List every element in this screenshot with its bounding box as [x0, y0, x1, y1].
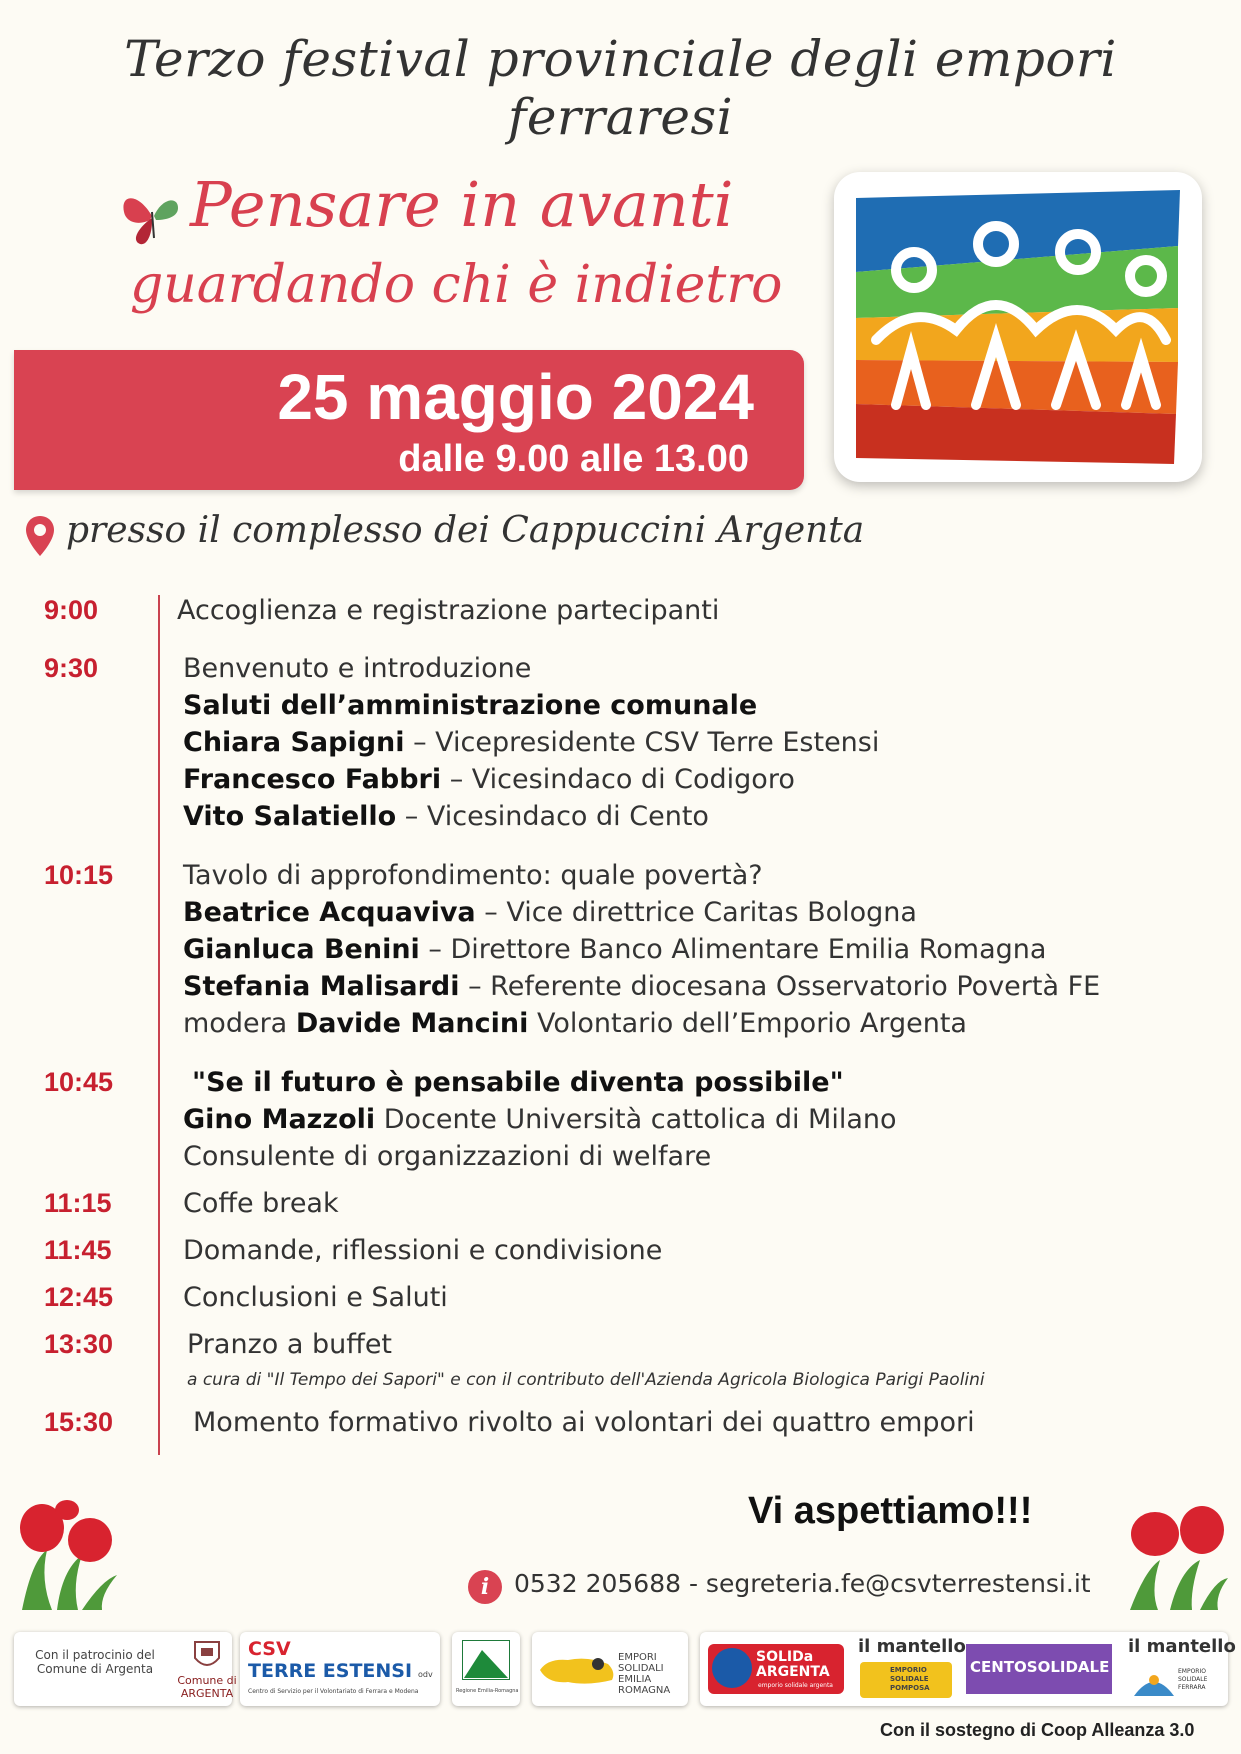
- timeline-divider: [158, 595, 160, 1455]
- mantello-pomposa-logo: [860, 1662, 952, 1698]
- solida-label: SOLIDa ARGENTA: [756, 1649, 830, 1680]
- location-pin-icon: [24, 514, 56, 558]
- schedule-time: 11:15: [44, 1188, 112, 1218]
- sponsor-empori-solidali: [532, 1632, 688, 1706]
- schedule-line: Domande, riflessioni e condivisione: [183, 1235, 663, 1266]
- comune-label: Comune di ARGENTA: [177, 1674, 237, 1700]
- empori-logo: [834, 172, 1202, 482]
- slogan-line-1: Pensare in avanti: [190, 168, 734, 241]
- mantello-pomposa-label: il mantello: [858, 1636, 966, 1657]
- slogan-line-2: guardando chi è indietro: [130, 255, 783, 315]
- cento-solidale-logo: [966, 1644, 1112, 1694]
- schedule-time: 9:00: [44, 595, 99, 625]
- csv-name: CSV: [248, 1638, 291, 1660]
- schedule-time: 15:30: [44, 1407, 114, 1437]
- festival-title: Terzo festival provinciale degli empori ferraresi: [124, 30, 1117, 146]
- sponsor-csv: [240, 1632, 440, 1706]
- date-banner: [14, 350, 804, 490]
- coop-sponsor-text: Con il sostegno di Coop Alleanza 3.0: [880, 1720, 1195, 1740]
- schedule-line: Chiara Sapigni – Vicepresidente CSV Terre Estensi: [183, 727, 880, 758]
- mantello-ferrara-sub: EMPORIO SOLIDALE FERRARA: [1178, 1668, 1208, 1691]
- regione-logo-icon: [462, 1640, 510, 1680]
- sponsor-regione: [452, 1632, 520, 1706]
- schedule-time: 12:45: [44, 1282, 114, 1312]
- schedule-note: a cura di "Il Tempo dei Sapori" e con il contributo dell'Azienda Agricola Biologica Parigi Paolini: [187, 1370, 985, 1390]
- schedule-line: Beatrice Acquaviva – Vice direttrice Caritas Bologna: [183, 897, 917, 928]
- info-icon: i: [468, 1570, 502, 1604]
- csv-sub: TERRE ESTENSI: [248, 1660, 413, 1682]
- schedule-time: 11:45: [44, 1235, 112, 1265]
- mantello-ferrara-icon: [1132, 1668, 1176, 1698]
- schedule-line: Benvenuto e introduzione: [183, 653, 532, 684]
- schedule-line: Francesco Fabbri – Vicesindaco di Codigoro: [183, 764, 795, 795]
- empori-logo-graphic: [856, 190, 1180, 464]
- schedule-line: Consulente di organizzazioni di welfare: [183, 1141, 712, 1172]
- schedule-time: 10:15: [44, 860, 114, 890]
- schedule-line: Momento formativo rivolto ai volontari dei quattro empori: [193, 1407, 975, 1438]
- solida-badge-icon: [712, 1648, 752, 1688]
- solida-logo: [708, 1644, 844, 1694]
- tulip-flowers-icon: [12, 1500, 120, 1610]
- mantello-ferrara-label: il mantello: [1128, 1636, 1236, 1657]
- schedule-line: Coffe break: [183, 1188, 339, 1219]
- sponsor-comune-argenta: [14, 1632, 237, 1706]
- patrocinio-text: Con il patrocinio del Comune di Argenta: [35, 1648, 155, 1676]
- contact-info[interactable]: 0532 205688 - segreteria.fe@csvterrestensi.it: [514, 1569, 1091, 1598]
- schedule-time: 9:30: [44, 653, 99, 683]
- schedule-line: Gino Mazzoli Docente Università cattolica di Milano: [183, 1104, 897, 1135]
- coat-of-arms-icon: [192, 1638, 222, 1674]
- schedule-line: "Se il futuro è pensabile diventa possibile": [192, 1067, 844, 1098]
- cento-label: CENTOSOLIDALE: [970, 1658, 1110, 1676]
- solida-sub: emporio solidale argenta: [758, 1682, 833, 1689]
- event-time: dalle 9.00 alle 13.00: [398, 438, 749, 480]
- welcome-text: Vi aspettiamo!!!: [748, 1490, 1033, 1532]
- schedule-line: Accoglienza e registrazione partecipanti: [177, 595, 720, 626]
- schedule-line: Gianluca Benini – Direttore Banco Alimentare Emilia Romagna: [183, 934, 1047, 965]
- schedule-line: Saluti dell’amministrazione comunale: [183, 690, 758, 721]
- contact-row: [468, 1565, 1188, 1605]
- csv-desc: Centro di Servizio per il Volontariato di Ferrara e Modena: [248, 1688, 419, 1695]
- schedule-line: Vito Salatiello – Vicesindaco di Cento: [183, 801, 709, 832]
- schedule-line: Tavolo di approfondimento: quale povertà?: [183, 860, 763, 891]
- schedule-time: 10:45: [44, 1067, 114, 1097]
- butterfly-icon: [118, 182, 186, 250]
- schedule-line: Stefania Malisardi – Referente diocesana Osservatorio Povertà FE: [183, 971, 1101, 1002]
- mantello-pomposa-sub: EMPORIO SOLIDALE POMPOSA: [890, 1666, 930, 1692]
- schedule-line: Pranzo a buffet: [187, 1329, 393, 1360]
- schedule-line: Conclusioni e Saluti: [183, 1282, 448, 1313]
- empori-label: EMPORI SOLIDALI EMILIA ROMAGNA: [618, 1652, 671, 1696]
- schedule-time: 13:30: [44, 1329, 114, 1359]
- sponsor-empori-logos: [700, 1632, 1236, 1706]
- location-row: [24, 510, 924, 560]
- schedule: [0, 595, 1241, 1455]
- event-location: presso il complesso dei Cappuccini Argenta: [66, 510, 865, 551]
- regione-label: Regione Emilia-Romagna: [456, 1688, 519, 1694]
- emilia-romagna-map-icon: [538, 1650, 616, 1690]
- event-date: 25 maggio 2024: [277, 361, 754, 433]
- schedule-line: modera Davide Mancini Volontario dell’Emporio Argenta: [183, 1008, 967, 1039]
- csv-odv: odv: [418, 1670, 433, 1679]
